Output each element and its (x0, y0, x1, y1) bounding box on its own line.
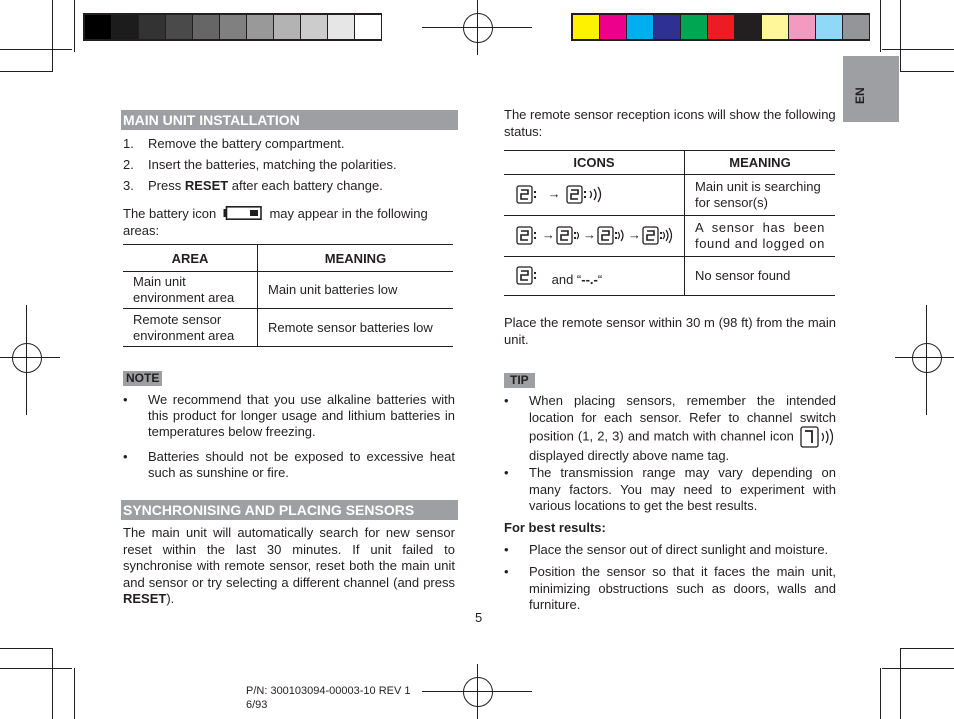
icons-cell (504, 175, 685, 216)
page-number: 5 (475, 610, 483, 625)
language-tab (843, 56, 899, 122)
table-cell: Remote sensor batteries low (258, 309, 454, 347)
arrow-icon: → (628, 227, 641, 243)
table-cell: Main unit is searching for sensor(s) (685, 175, 836, 216)
color-swatch (599, 14, 626, 40)
channel-icon (800, 426, 836, 448)
table-header: MEANING (685, 151, 836, 175)
best-results-list (504, 542, 836, 614)
color-swatch (84, 14, 111, 40)
sensor-icon (516, 266, 538, 286)
sensor-signal-medium-icon (597, 226, 625, 246)
color-swatch (653, 14, 680, 40)
battery-icon (223, 206, 263, 220)
battery-table (123, 244, 453, 347)
icons-cell (504, 216, 685, 257)
color-swatch (192, 14, 219, 40)
sensor-signal-full-icon (642, 226, 674, 246)
sensor-signal-weak-icon (556, 226, 580, 246)
battery-paragraph: The battery icon may appear in the following areas: (123, 206, 428, 238)
tip-list (504, 393, 836, 517)
language-label: EN (853, 87, 867, 104)
color-swatch (734, 14, 761, 40)
arrow-icon: → (583, 227, 596, 243)
color-swatch (219, 14, 246, 40)
icons-table (504, 150, 835, 296)
color-swatch (572, 14, 599, 40)
table-cell: Main unit batteries low (258, 272, 454, 309)
sensor-icon (516, 185, 538, 205)
list-item: 2. Insert the batteries, matching the polarities. (123, 157, 397, 172)
install-steps (123, 136, 458, 199)
install-heading: MAIN UNIT INSTALLATION (121, 110, 458, 130)
part-number: P/N: 300103094-00003-10 REV 1 (246, 685, 411, 697)
sheet-number: 6/93 (246, 699, 268, 711)
color-swatch (165, 14, 192, 40)
color-swatch (842, 14, 869, 40)
note-label: NOTE (123, 371, 162, 386)
list-item: 3. Press RESET after each battery change. (123, 178, 383, 193)
placement-paragraph: Place the remote sensor within 30 m (98 ft) from the main unit. (504, 315, 836, 347)
list-item: • Batteries should not be exposed to excessive heat such as sunshine or fire. (123, 449, 455, 480)
table-row (504, 257, 835, 296)
color-swatch (111, 14, 138, 40)
table-header: ICONS (504, 151, 685, 175)
color-swatch (761, 14, 788, 40)
table-cell: Remote sensor environment area (123, 309, 258, 347)
note-list (123, 392, 455, 485)
color-swatch (138, 14, 165, 40)
table-row (123, 309, 453, 347)
color-swatch (815, 14, 842, 40)
list-item: • Place the sensor out of direct sunlight and moisture. (504, 542, 829, 557)
color-swatch (354, 14, 381, 40)
tip-label: TIP (504, 373, 535, 388)
sync-heading: SYNCHRONISING AND PLACING SENSORS (121, 500, 458, 520)
color-swatch (273, 14, 300, 40)
table-cell: No sensor found (685, 257, 836, 296)
color-swatch (680, 14, 707, 40)
arrow-icon: → (547, 186, 561, 202)
color-swatch (626, 14, 653, 40)
table-cell: A sensor has been found and logged on (685, 216, 836, 257)
color-swatch (300, 14, 327, 40)
table-header: MEANING (258, 245, 454, 272)
color-swatch (327, 14, 354, 40)
list-item: • Position the sensor so that it faces the main unit, minimizing obstructions such as doors, walls and furniture. (504, 564, 836, 612)
best-results-heading: For best results: (504, 520, 606, 535)
color-swatch (707, 14, 734, 40)
color-swatch (788, 14, 815, 40)
list-item: • The transmission range may vary depending on many factors. You may need to experiment with various locations to get the best results. (504, 465, 836, 513)
table-header: AREA (123, 245, 258, 272)
list-item: 1. Remove the battery compartment. (123, 136, 345, 151)
table-row (504, 216, 835, 257)
table-cell: Main unit environment area (123, 272, 258, 309)
table-row (504, 175, 835, 216)
sensor-signal-icon (566, 185, 606, 205)
sync-paragraph: The main unit will automatically search for new sensor reset within the last 30 minutes. If unit failed to synchronise with remote sensor, reset both the main unit and sensor or try selecting a different channel (and press RESET). (123, 525, 455, 606)
list-item: • We recommend that you use alkaline batteries with this product for longer usage and lithium batteries in temperatures below freezing. (123, 392, 455, 439)
arrow-icon: → (542, 227, 555, 243)
color-swatch (246, 14, 273, 40)
reception-intro: The remote sensor reception icons will show the following status: (504, 107, 836, 139)
table-row (123, 272, 453, 309)
icons-cell: and “--.-“ (504, 257, 685, 296)
list-item: • When placing sensors, remember the intended location for each sensor. Refer to channel switch position (1, 2, 3) and match with channel icon displayed directly above name tag. (504, 393, 836, 463)
sensor-icon (516, 226, 538, 246)
